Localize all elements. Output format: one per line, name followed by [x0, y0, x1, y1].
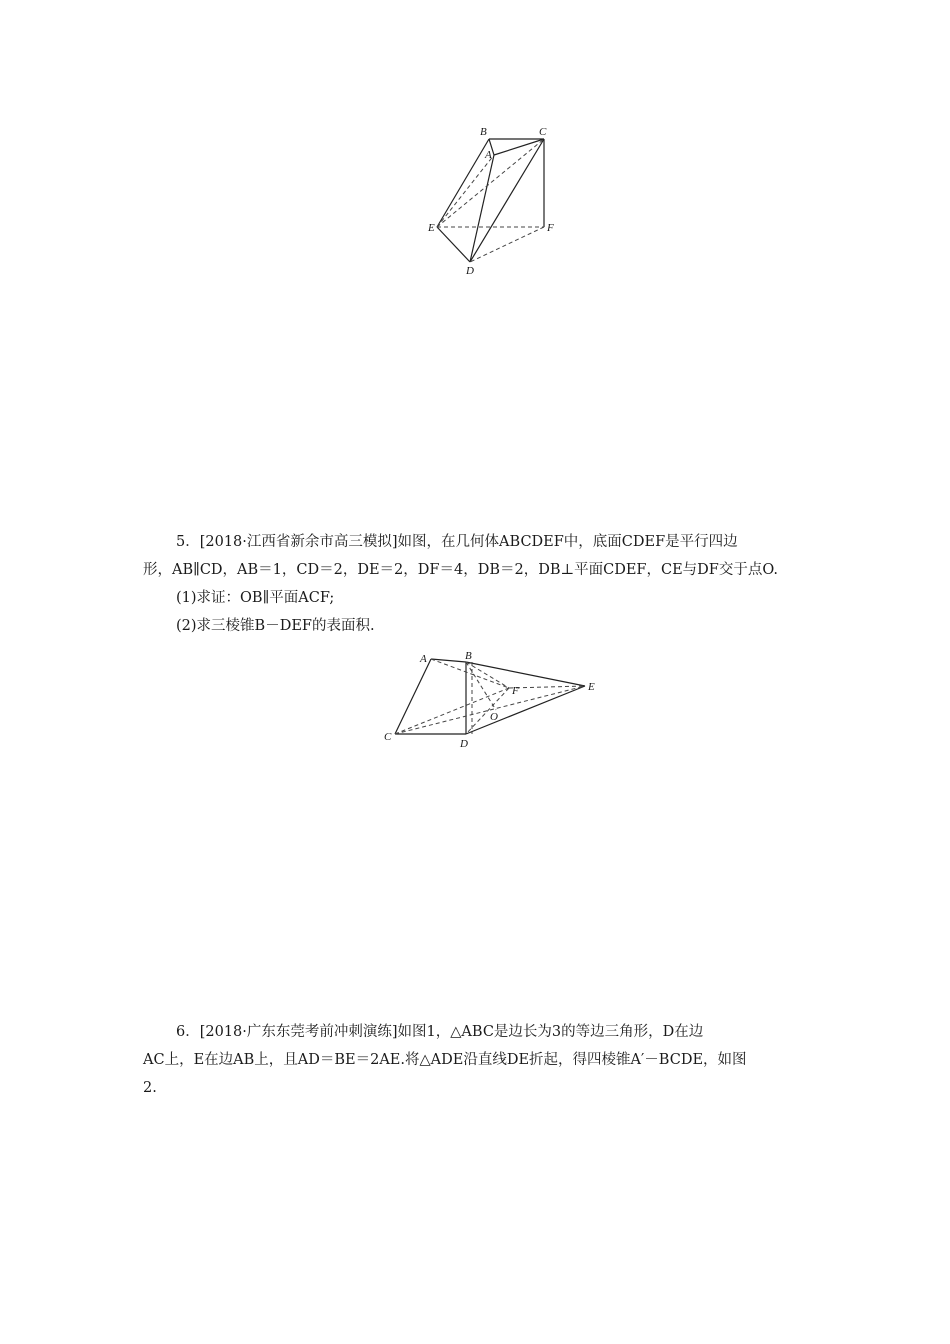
label-e: E	[428, 222, 435, 234]
label-c: C	[539, 126, 547, 138]
label-a: A	[420, 653, 427, 665]
label-c: C	[384, 731, 392, 743]
problem-5-line-1: 5．[2018·江西省新余市高三模拟]如图，在几何体ABCDEF中，底面CDEF是平行四边	[176, 534, 738, 550]
label-e: E	[588, 681, 595, 693]
problem-5-line-2: 形，AB∥CD，AB＝1，CD＝2，DE＝2，DF＝4，DB＝2，DB⊥平面CDEF，CE与DF交于点O.	[143, 562, 778, 578]
problem-6-line-2: AC上，E在边AB上，且AD＝BE＝2AE.将△ADE沿直线DE折起，得四棱锥A′－BCDE，如图	[143, 1052, 747, 1068]
figure-1	[420, 120, 570, 280]
label-d: D	[460, 738, 468, 750]
label-a: A	[485, 149, 492, 161]
figure-1-diagram	[420, 120, 570, 280]
problem-6-line-1: 6．[2018·广东东莞考前冲刺演练]如图1，△ABC是边长为3的等边三角形，D在边	[176, 1024, 704, 1040]
label-d: D	[466, 265, 474, 277]
label-o: O	[490, 711, 498, 723]
problem-5-part-2: (2)求三棱锥B－DEF的表面积.	[176, 618, 375, 634]
problem-6	[143, 1018, 808, 1102]
problem-5	[143, 528, 808, 640]
label-f: F	[547, 222, 554, 234]
label-b: B	[480, 126, 487, 138]
problem-6-line-3: 2.	[143, 1080, 157, 1096]
figure-2-diagram	[378, 648, 608, 748]
label-b: B	[465, 650, 472, 662]
figure-2	[378, 648, 608, 748]
label-f: F	[512, 685, 519, 697]
problem-5-part-1: (1)求证：OB∥平面ACF;	[176, 590, 335, 606]
